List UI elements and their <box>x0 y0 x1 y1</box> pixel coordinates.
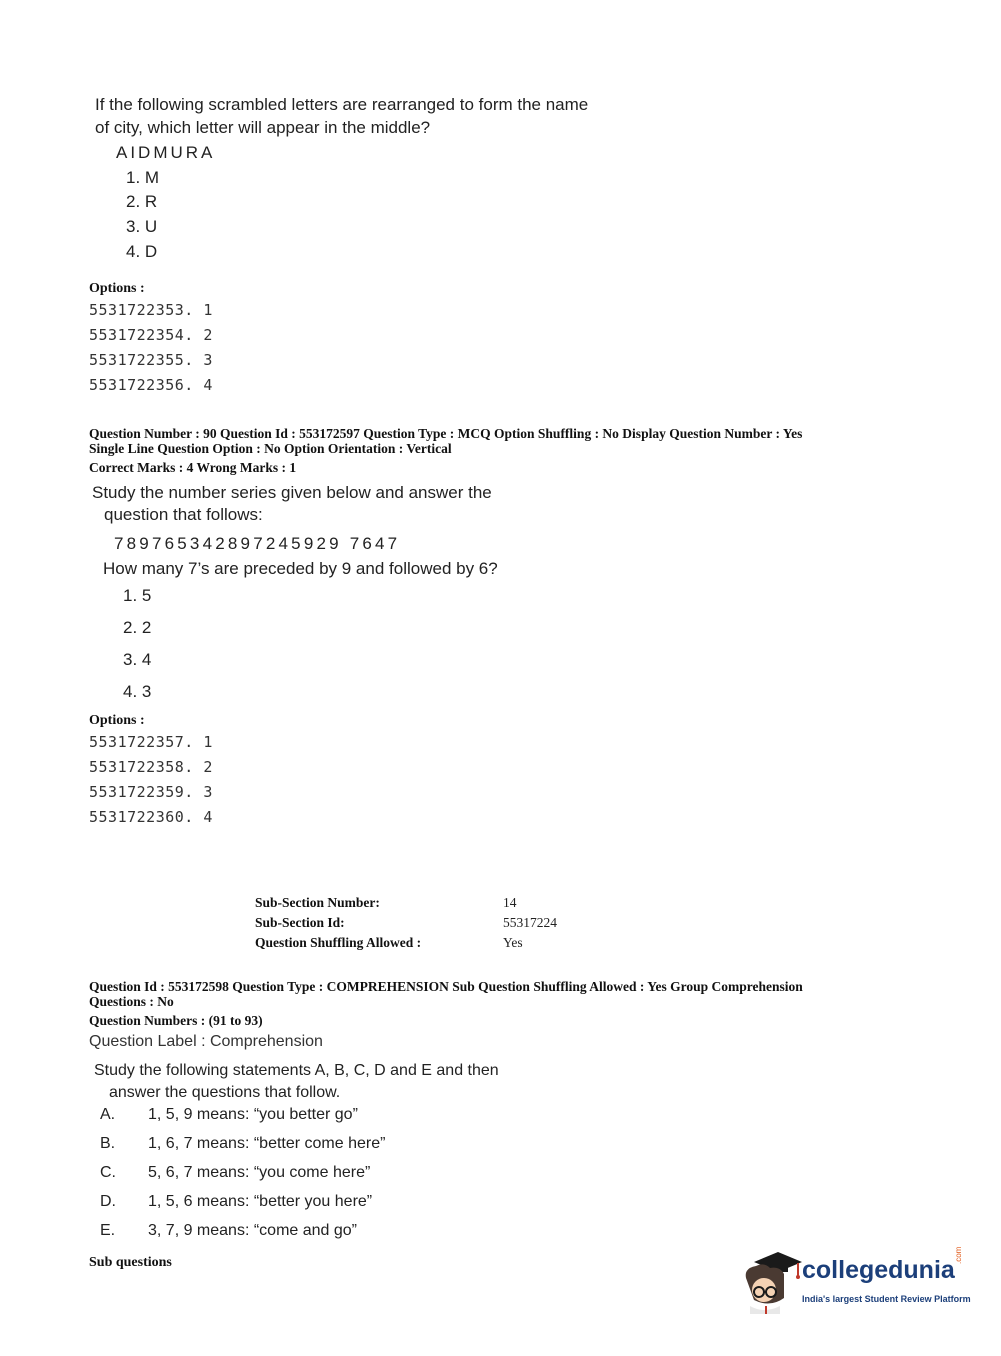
q90-meta-line1: Question Number : 90 Question Id : 553172597 Question Type : MCQ Option Shuffling : No Display Question Number : Yes <box>89 426 803 441</box>
q90-text-line1: Study the number series given below and answer the <box>92 483 492 502</box>
statement-b-letter: B. <box>100 1135 116 1152</box>
statement-e-letter: E. <box>100 1222 116 1239</box>
q90-question: How many 7’s are preceded by 9 and followed by 6? <box>103 559 498 578</box>
q89-choice-1: 1. M <box>126 168 160 187</box>
q90-choice-2: 2. 2 <box>123 618 152 637</box>
q90-text-line2: question that follows: <box>104 505 263 524</box>
subsection-id-value: 55317224 <box>503 915 557 930</box>
logo-dotcom: .com <box>954 1246 963 1264</box>
q89-option-4: 5531722356. 4 <box>89 376 213 394</box>
comprehension-question-label: Question Label : Comprehension <box>89 1033 323 1050</box>
statement-d-text: 1, 5, 6 means: “better you here” <box>148 1193 373 1210</box>
logo-wordmark: collegedunia <box>802 1256 955 1284</box>
comprehension-question-numbers: Question Numbers : (91 to 93) <box>89 1013 263 1028</box>
q90-choice-3: 3. 4 <box>123 650 152 669</box>
q89-option-1: 5531722353. 1 <box>89 301 213 319</box>
subsection-number-label: Sub-Section Number: <box>255 895 380 910</box>
statement-a-letter: A. <box>100 1106 116 1123</box>
statement-a-text: 1, 5, 9 means: “you better go” <box>148 1106 358 1123</box>
q90-option-4: 5531722360. 4 <box>89 808 213 826</box>
q90-number-series: 789765342897245929 7647 <box>114 534 401 553</box>
q90-choice-4: 4. 3 <box>123 682 152 701</box>
statement-c-letter: C. <box>100 1164 116 1181</box>
q89-choice-3: 3. U <box>126 217 158 236</box>
statement-d-letter: D. <box>100 1193 116 1210</box>
comprehension-meta-line1: Question Id : 553172598 Question Type : COMPREHENSION Sub Question Shuffling Allowed : Yes Group Comprehension <box>89 979 803 994</box>
subsection-id-label: Sub-Section Id: <box>255 915 345 930</box>
statement-e-text: 3, 7, 9 means: “come and go” <box>148 1222 357 1239</box>
sub-questions-heading: Sub questions <box>89 1255 172 1270</box>
q89-text-line1: If the following scrambled letters are rearranged to form the name <box>95 95 589 114</box>
subsection-shuffle-value: Yes <box>503 935 523 950</box>
statement-b-text: 1, 6, 7 means: “better come here” <box>148 1135 386 1152</box>
q89-text-line2: of city, which letter will appear in the middle? <box>95 118 431 137</box>
q90-option-3: 5531722359. 3 <box>89 783 213 801</box>
collegedunia-logo <box>740 1248 970 1318</box>
q90-options-heading: Options : <box>89 713 145 728</box>
logo-tagline: India's largest Student Review Platform <box>802 1294 971 1304</box>
comprehension-intro-line2: answer the questions that follow. <box>109 1084 341 1101</box>
statement-c-text: 5, 6, 7 means: “you come here” <box>148 1164 371 1181</box>
q89-option-2: 5531722354. 2 <box>89 326 213 344</box>
subsection-shuffle-label: Question Shuffling Allowed : <box>255 935 422 950</box>
q89-option-3: 5531722355. 3 <box>89 351 213 369</box>
subsection-number-value: 14 <box>503 895 517 910</box>
q90-meta-line2: Single Line Question Option : No Option Orientation : Vertical <box>89 441 452 456</box>
comprehension-intro-line1: Study the following statements A, B, C, D and E and then <box>94 1062 499 1079</box>
q90-marks: Correct Marks : 4 Wrong Marks : 1 <box>89 460 297 475</box>
q89-options-heading: Options : <box>89 281 145 296</box>
comprehension-meta-line2: Questions : No <box>89 994 174 1009</box>
q90-choice-1: 1. 5 <box>123 586 152 605</box>
q90-option-2: 5531722358. 2 <box>89 758 213 776</box>
q89-scrambled-letters: AIDMURA <box>116 143 216 162</box>
q89-choice-4: 4. D <box>126 242 158 261</box>
q89-choice-2: 2. R <box>126 192 158 211</box>
q90-option-1: 5531722357. 1 <box>89 733 213 751</box>
mascot-icon <box>740 1248 804 1314</box>
